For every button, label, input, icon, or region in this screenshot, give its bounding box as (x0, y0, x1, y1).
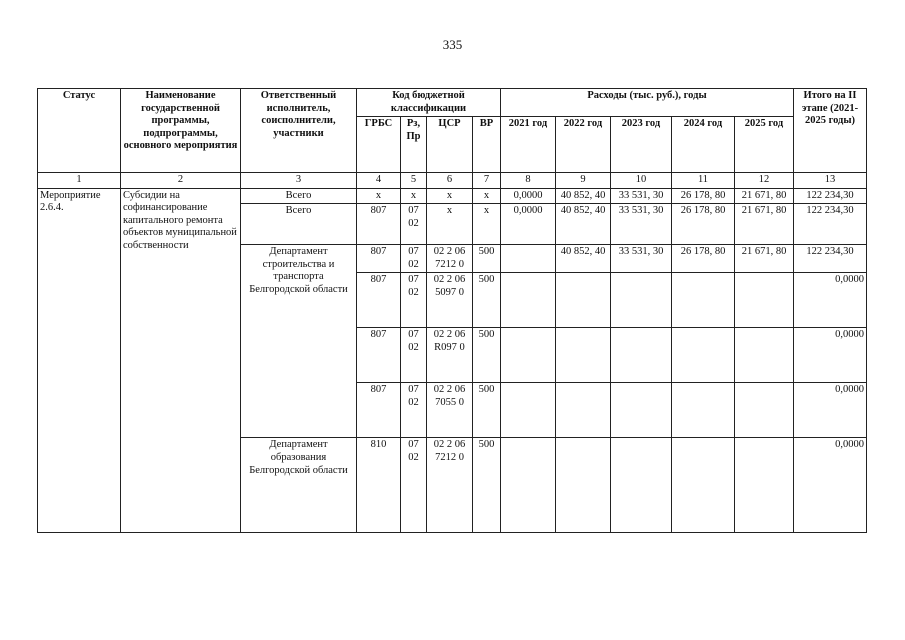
rzpr-cell: 07 02 (401, 273, 427, 328)
header-csr: ЦСР (427, 117, 473, 173)
y2025-cell (735, 328, 794, 383)
y2023-cell (611, 328, 672, 383)
csr-cell: х (427, 204, 473, 245)
y2021-cell: 0,0000 (501, 188, 556, 204)
col-number: 5 (401, 173, 427, 189)
y2023-cell (611, 438, 672, 533)
grbs-cell: 807 (357, 328, 401, 383)
table-row (38, 188, 867, 204)
y2022-cell (556, 438, 611, 533)
grbs-cell: 807 (357, 245, 401, 273)
header-vr: ВР (473, 117, 501, 173)
y2021-cell (501, 328, 556, 383)
header-y2021: 2021 год (501, 117, 556, 173)
col-number: 7 (473, 173, 501, 189)
status-cell: Мероприятие 2.6.4. (38, 188, 121, 533)
header-status: Статус (38, 89, 121, 173)
vr-cell: х (473, 204, 501, 245)
y2024-cell: 26 178, 80 (672, 188, 735, 204)
csr-cell: 02 2 06 7055 0 (427, 383, 473, 438)
col-number: 8 (501, 173, 556, 189)
header-responsible: Ответственный исполнитель, соисполнители, участники (241, 89, 357, 173)
rzpr-cell: 07 02 (401, 328, 427, 383)
header-total: Итого на II этапе (2021-2025 годы) (794, 89, 867, 173)
col-number: 11 (672, 173, 735, 189)
total-cell: 0,0000 (794, 438, 867, 533)
vr-cell: 500 (473, 383, 501, 438)
y2021-cell (501, 383, 556, 438)
vr-cell: 500 (473, 245, 501, 273)
y2025-cell (735, 383, 794, 438)
grbs-cell: 807 (357, 273, 401, 328)
total-cell: 0,0000 (794, 383, 867, 438)
y2023-cell: 33 531, 30 (611, 188, 672, 204)
y2024-cell: 26 178, 80 (672, 204, 735, 245)
col-number: 4 (357, 173, 401, 189)
responsible-cell: Департамент строительства и транспорта Белгородской области (241, 245, 357, 438)
total-cell: 122 234,30 (794, 245, 867, 273)
y2024-cell (672, 383, 735, 438)
column-number-row (38, 173, 867, 189)
y2025-cell (735, 438, 794, 533)
col-number: 13 (794, 173, 867, 189)
y2021-cell: 0,0000 (501, 204, 556, 245)
col-number: 12 (735, 173, 794, 189)
y2024-cell (672, 273, 735, 328)
y2022-cell (556, 383, 611, 438)
total-cell: 0,0000 (794, 273, 867, 328)
csr-cell: х (427, 188, 473, 204)
y2023-cell: 33 531, 30 (611, 204, 672, 245)
y2022-cell (556, 273, 611, 328)
total-cell: 122 234,30 (794, 188, 867, 204)
measure-name-cell: Субсидии на софинансирование капитального ремонта объектов муниципальной собственности (121, 188, 241, 533)
y2022-cell: 40 852, 40 (556, 245, 611, 273)
total-cell: 0,0000 (794, 328, 867, 383)
y2022-cell (556, 328, 611, 383)
rzpr-cell: 07 02 (401, 204, 427, 245)
total-cell: 122 234,30 (794, 204, 867, 245)
header-y2023: 2023 год (611, 117, 672, 173)
grbs-cell: 807 (357, 204, 401, 245)
y2021-cell (501, 273, 556, 328)
csr-cell: 02 2 06 5097 0 (427, 273, 473, 328)
page-number: 335 (442, 37, 463, 52)
col-number: 10 (611, 173, 672, 189)
y2023-cell (611, 273, 672, 328)
responsible-cell: Всего (241, 188, 357, 204)
rzpr-cell: 07 02 (401, 383, 427, 438)
y2024-cell (672, 438, 735, 533)
csr-cell: 02 2 06 R097 0 (427, 328, 473, 383)
col-number: 6 (427, 173, 473, 189)
csr-cell: 02 2 06 7212 0 (427, 245, 473, 273)
header-y2025: 2025 год (735, 117, 794, 173)
header-budget-code: Код бюджетной классификации (357, 89, 501, 117)
y2024-cell (672, 328, 735, 383)
grbs-cell: 807 (357, 383, 401, 438)
col-number: 3 (241, 173, 357, 189)
csr-cell: 02 2 06 7212 0 (427, 438, 473, 533)
vr-cell: 500 (473, 438, 501, 533)
y2022-cell: 40 852, 40 (556, 204, 611, 245)
y2021-cell (501, 245, 556, 273)
y2023-cell: 33 531, 30 (611, 245, 672, 273)
y2025-cell (735, 273, 794, 328)
col-number: 9 (556, 173, 611, 189)
y2023-cell (611, 383, 672, 438)
y2021-cell (501, 438, 556, 533)
y2025-cell: 21 671, 80 (735, 188, 794, 204)
header-y2024: 2024 год (672, 117, 735, 173)
vr-cell: 500 (473, 328, 501, 383)
col-number: 2 (121, 173, 241, 189)
col-number: 1 (38, 173, 121, 189)
y2022-cell: 40 852, 40 (556, 188, 611, 204)
rzpr-cell: х (401, 188, 427, 204)
header-grbs: ГРБС (357, 117, 401, 173)
rzpr-cell: 07 02 (401, 438, 427, 533)
header-row-top (38, 89, 867, 117)
header-expenses: Расходы (тыс. руб.), годы (501, 89, 794, 117)
vr-cell: х (473, 188, 501, 204)
responsible-cell: Всего (241, 204, 357, 245)
grbs-cell: 810 (357, 438, 401, 533)
header-rzpr: Рз, Пр (401, 117, 427, 173)
y2025-cell: 21 671, 80 (735, 204, 794, 245)
responsible-cell: Департамент образования Белгородской области (241, 438, 357, 533)
header-y2022: 2022 год (556, 117, 611, 173)
budget-table (37, 88, 867, 533)
header-name: Наименование государственной программы, подпрограммы, основного мероприятия (121, 89, 241, 173)
grbs-cell: х (357, 188, 401, 204)
y2025-cell: 21 671, 80 (735, 245, 794, 273)
rzpr-cell: 07 02 (401, 245, 427, 273)
y2024-cell: 26 178, 80 (672, 245, 735, 273)
vr-cell: 500 (473, 273, 501, 328)
